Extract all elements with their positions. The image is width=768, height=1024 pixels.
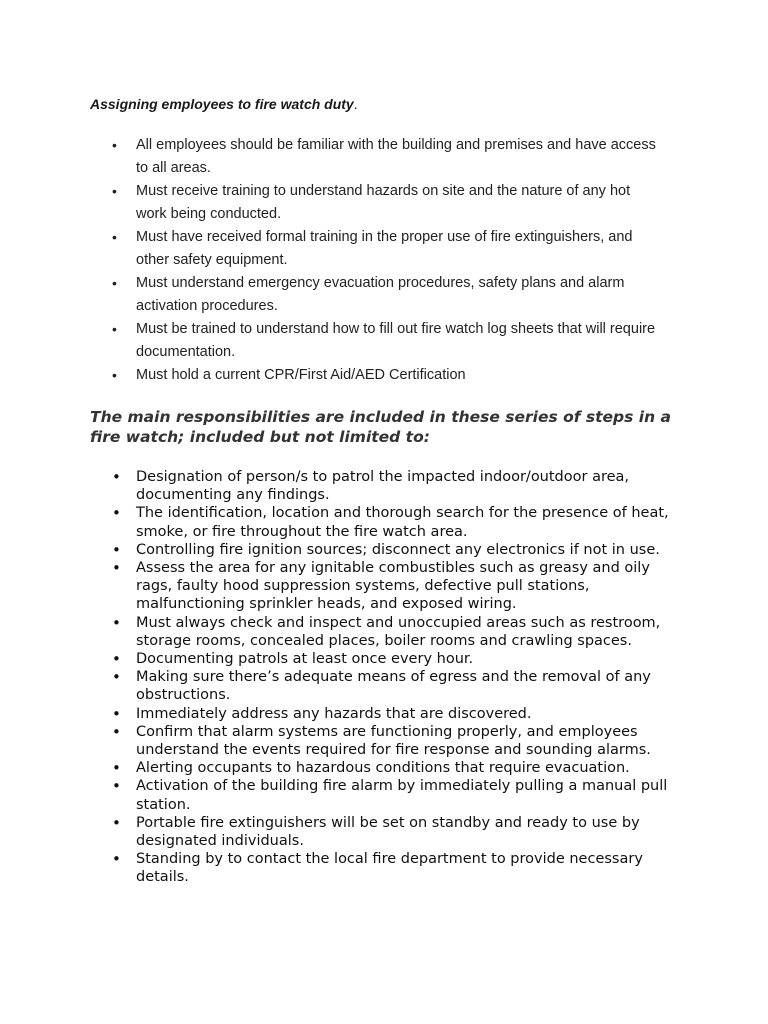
list-item: • Must have received formal training in the proper use of fire extinguishers, and other safety equipment. bbox=[0, 226, 656, 272]
section-heading-responsibilities: The main responsibilities are included in these series of steps in a fire watch; included but not limited to: bbox=[90, 408, 671, 446]
section-heading-fire-watch-assignment bbox=[90, 94, 358, 114]
section-heading-text: Assigning employees to fire watch duty bbox=[90, 96, 354, 112]
list-item: • Assess the area for any ignitable combustibles such as greasy and oily rags, faulty hood suppression systems, defective pull stations, malfunctioning sprinkler heads, and exposed wiring. bbox=[0, 559, 680, 614]
employee-requirements-list bbox=[0, 134, 656, 387]
list-item: • Must understand emergency evacuation procedures, safety plans and alarm activation procedures. bbox=[0, 272, 656, 318]
list-item: • Controlling fire ignition sources; disconnect any electronics if not in use. bbox=[0, 541, 680, 559]
list-item: • Making sure there’s adequate means of egress and the removal of any obstructions. bbox=[0, 668, 680, 704]
list-item: • Immediately address any hazards that are discovered. bbox=[0, 705, 680, 723]
list-item: • Must always check and inspect and unoccupied areas such as restroom, storage rooms, concealed places, boiler rooms and crawling spaces. bbox=[0, 614, 680, 650]
list-item: • Documenting patrols at least once every hour. bbox=[0, 650, 680, 668]
list-item: • Confirm that alarm systems are functioning properly, and employees understand the events required for fire response and sounding alarms. bbox=[0, 723, 680, 759]
section-heading-period: . bbox=[353, 96, 358, 112]
list-item: • All employees should be familiar with the building and premises and have access to all areas. bbox=[0, 134, 656, 180]
list-item: • The identification, location and thorough search for the presence of heat, smoke, or fire throughout the fire watch area. bbox=[0, 504, 680, 540]
list-item: • Must receive training to understand hazards on site and the nature of any hot work being conducted. bbox=[0, 180, 656, 226]
responsibilities-list bbox=[0, 468, 680, 887]
list-item: • Alerting occupants to hazardous conditions that require evacuation. bbox=[0, 759, 680, 777]
list-item: • Standing by to contact the local fire department to provide necessary details. bbox=[0, 850, 680, 886]
list-item: • Designation of person/s to patrol the impacted indoor/outdoor area, documenting any findings. bbox=[0, 468, 680, 504]
list-item: • Portable fire extinguishers will be set on standby and ready to use by designated individuals. bbox=[0, 814, 680, 850]
list-item: • Activation of the building fire alarm by immediately pulling a manual pull station. bbox=[0, 777, 680, 813]
list-item: • Must be trained to understand how to fill out fire watch log sheets that will require documentation. bbox=[0, 318, 656, 364]
list-item: • Must hold a current CPR/First Aid/AED Certification bbox=[0, 364, 656, 387]
